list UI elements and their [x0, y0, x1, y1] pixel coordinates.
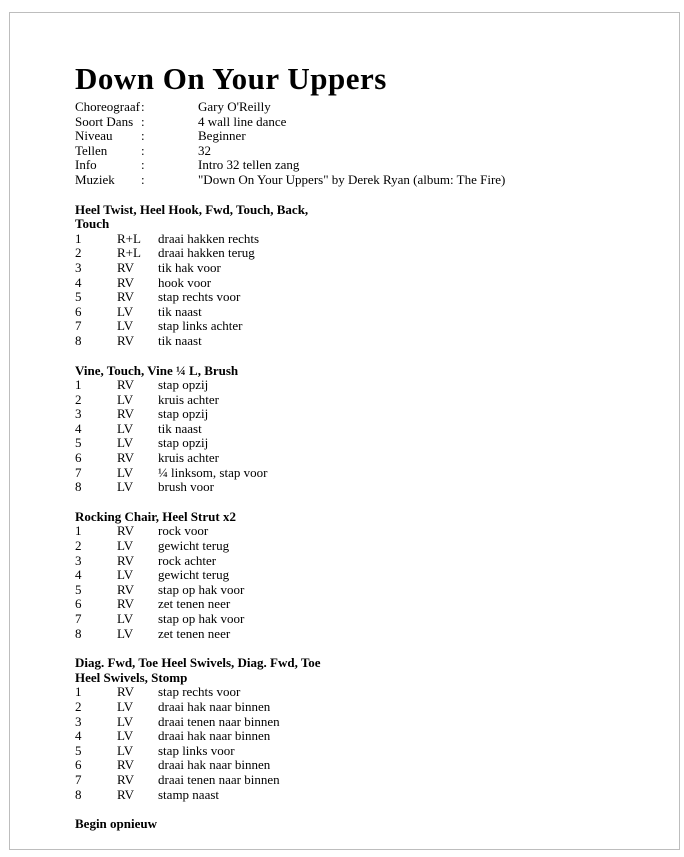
step-row: [75, 334, 620, 349]
info-label: Muziek: [75, 171, 115, 187]
info-row: [75, 173, 620, 188]
step-row: [75, 627, 620, 642]
step-row: [75, 422, 620, 437]
step-description: hook voor: [158, 274, 212, 290]
step-row: [75, 319, 620, 334]
step-foot: RV: [117, 377, 135, 393]
step-count: 7: [75, 464, 82, 480]
step-foot: LV: [117, 479, 134, 495]
step-count: 6: [75, 303, 82, 319]
step-count: 2: [75, 538, 82, 554]
step-row: [75, 758, 620, 773]
info-separator: :: [141, 171, 145, 187]
step-foot: RV: [117, 757, 135, 773]
info-row: [75, 129, 620, 144]
step-foot: LV: [117, 625, 134, 641]
step-row: [75, 378, 620, 393]
step-description: stap op hak voor: [158, 581, 245, 597]
section-title: [75, 203, 620, 232]
step-count: 5: [75, 435, 82, 451]
step-count: 5: [75, 289, 82, 305]
step-count: 6: [75, 450, 82, 466]
info-label: Info: [75, 157, 97, 173]
step-foot: RV: [117, 684, 135, 700]
step-row: [75, 715, 620, 730]
step-count: 8: [75, 625, 82, 641]
step-foot: RV: [117, 771, 135, 787]
step-description: kruis achter: [158, 391, 220, 407]
step-description: kruis achter: [158, 450, 220, 466]
step-description: rock achter: [158, 552, 217, 568]
step-foot: LV: [117, 713, 134, 729]
step-row: [75, 451, 620, 466]
step-row: [75, 583, 620, 598]
step-description: gewicht terug: [158, 538, 230, 554]
step-foot: RV: [117, 523, 135, 539]
step-description: draai tenen naar binnen: [158, 713, 280, 729]
step-foot: RV: [117, 581, 135, 597]
step-description: stap opzij: [158, 435, 209, 451]
section-title-line: Vine, Touch, Vine ¼ L, Brush: [75, 362, 239, 378]
step-description: gewicht terug: [158, 567, 230, 583]
step-foot: RV: [117, 786, 135, 802]
step-description: brush voor: [158, 479, 214, 495]
step-row: [75, 290, 620, 305]
step-count: 2: [75, 391, 82, 407]
info-block: [75, 100, 620, 188]
step-row: [75, 524, 620, 539]
step-foot: RV: [117, 274, 135, 290]
step-description: ¼ linksom, stap voor: [158, 464, 268, 480]
step-count: 3: [75, 406, 82, 422]
step-count: 4: [75, 274, 82, 290]
step-foot: RV: [117, 289, 135, 305]
step-row: [75, 436, 620, 451]
step-description: stap rechts voor: [158, 684, 241, 700]
step-foot: RV: [117, 596, 135, 612]
step-foot: LV: [117, 318, 134, 334]
step-description: draai hak naar binnen: [158, 698, 271, 714]
step-count: 8: [75, 786, 82, 802]
step-description: stap links achter: [158, 318, 243, 334]
section-title: [75, 364, 620, 379]
section-steps: [75, 685, 620, 802]
step-description: stap op hak voor: [158, 611, 245, 626]
step-row: [75, 393, 620, 408]
step-description: zet tenen neer: [158, 625, 231, 641]
section-steps: [75, 378, 620, 495]
section-title-line: Rocking Chair, Heel Strut x2: [75, 508, 236, 524]
step-foot: LV: [117, 728, 134, 744]
step-row: [75, 554, 620, 569]
section-steps: [75, 524, 620, 641]
step-row: [75, 232, 620, 247]
section-steps: [75, 232, 620, 349]
document-footer: Begin opnieuw: [75, 816, 157, 832]
step-count: 1: [75, 377, 82, 393]
section-title-line: Touch: [75, 216, 110, 232]
step-description: draai hak naar binnen: [158, 728, 271, 744]
step-count: 6: [75, 596, 82, 612]
dance-section: [75, 203, 620, 349]
step-description: draai tenen naar binnen: [158, 771, 280, 787]
section-title: [75, 656, 620, 685]
step-row: [75, 685, 620, 700]
step-row: [75, 480, 620, 495]
step-row: [75, 246, 620, 261]
step-row: [75, 597, 620, 612]
step-description: stap links voor: [158, 742, 235, 758]
step-foot: LV: [117, 742, 134, 758]
info-separator: :: [141, 157, 145, 173]
step-description: zet tenen neer: [158, 596, 231, 612]
step-description: tik naast: [158, 332, 202, 348]
step-row: [75, 276, 620, 291]
info-separator: :: [141, 142, 145, 158]
step-count: 7: [75, 771, 82, 787]
step-row: [75, 568, 620, 583]
info-row: [75, 100, 620, 115]
step-count: 2: [75, 245, 82, 261]
step-count: 7: [75, 611, 82, 626]
section-title-line: Heel Twist, Heel Hook, Fwd, Touch, Back,: [75, 201, 309, 217]
step-count: 8: [75, 332, 82, 348]
step-description: tik naast: [158, 303, 202, 319]
info-value: "Down On Your Uppers" by Derek Ryan (album: The Fire): [198, 171, 506, 187]
section-title-line: Heel Swivels, Stomp: [75, 669, 188, 685]
info-separator: :: [141, 128, 145, 144]
step-description: stap opzij: [158, 377, 209, 393]
step-row: [75, 261, 620, 276]
step-description: stap rechts voor: [158, 289, 241, 305]
section-title: [75, 510, 620, 525]
step-foot: LV: [117, 420, 134, 436]
step-foot: R+L: [117, 245, 141, 261]
step-description: rock voor: [158, 523, 209, 539]
info-row: [75, 158, 620, 173]
info-label: Soort Dans: [75, 113, 134, 129]
step-count: 5: [75, 581, 82, 597]
step-foot: RV: [117, 332, 135, 348]
step-count: 4: [75, 420, 82, 436]
step-row: [75, 773, 620, 788]
step-foot: LV: [117, 435, 134, 451]
step-count: 3: [75, 259, 82, 275]
step-description: tik hak voor: [158, 259, 221, 275]
step-foot: RV: [117, 450, 135, 466]
step-foot: LV: [117, 698, 134, 714]
step-row: [75, 539, 620, 554]
info-value: 32: [198, 142, 211, 158]
info-value: 4 wall line dance: [198, 113, 287, 129]
step-description: draai hak naar binnen: [158, 757, 271, 773]
step-count: 8: [75, 479, 82, 495]
step-description: stamp naast: [158, 786, 220, 802]
step-row: [75, 729, 620, 744]
step-count: 1: [75, 684, 82, 700]
step-foot: LV: [117, 538, 134, 554]
step-count: 4: [75, 567, 82, 583]
info-row: [75, 144, 620, 159]
step-row: [75, 466, 620, 481]
step-foot: RV: [117, 259, 135, 275]
step-description: stap opzij: [158, 406, 209, 422]
step-foot: LV: [117, 567, 134, 583]
step-foot: LV: [117, 464, 134, 480]
info-label: Niveau: [75, 128, 113, 144]
document-title: Down On Your Uppers: [75, 61, 387, 96]
step-row: [75, 612, 620, 627]
document-page: [9, 12, 680, 850]
step-foot: RV: [117, 552, 135, 568]
section-title-line: Diag. Fwd, Toe Heel Swivels, Diag. Fwd, Toe: [75, 655, 321, 671]
sections-container: [75, 203, 620, 803]
step-count: 5: [75, 742, 82, 758]
info-value: Intro 32 tellen zang: [198, 157, 300, 173]
step-foot: LV: [117, 391, 134, 407]
step-description: tik naast: [158, 420, 202, 436]
step-count: 3: [75, 552, 82, 568]
step-foot: RV: [117, 406, 135, 422]
step-count: 4: [75, 728, 82, 744]
step-row: [75, 744, 620, 759]
info-separator: :: [141, 113, 145, 129]
document-content: [75, 61, 620, 832]
dance-section: [75, 510, 620, 641]
dance-section: [75, 656, 620, 802]
step-description: draai hakken terug: [158, 245, 255, 261]
dance-section: [75, 364, 620, 495]
info-value: Gary O'Reilly: [198, 99, 271, 114]
step-row: [75, 700, 620, 715]
info-value: Beginner: [198, 128, 246, 144]
step-foot: LV: [117, 611, 134, 626]
info-label: Choreograaf: [75, 99, 140, 114]
step-row: [75, 407, 620, 422]
step-row: [75, 305, 620, 320]
step-count: 6: [75, 757, 82, 773]
step-foot: R+L: [117, 230, 141, 246]
step-count: 2: [75, 698, 82, 714]
step-count: 7: [75, 318, 82, 334]
step-row: [75, 788, 620, 803]
step-count: 1: [75, 230, 82, 246]
step-count: 3: [75, 713, 82, 729]
info-row: [75, 115, 620, 130]
info-separator: :: [141, 99, 145, 114]
step-description: draai hakken rechts: [158, 230, 260, 246]
step-foot: LV: [117, 303, 134, 319]
step-count: 1: [75, 523, 82, 539]
info-label: Tellen: [75, 142, 108, 158]
